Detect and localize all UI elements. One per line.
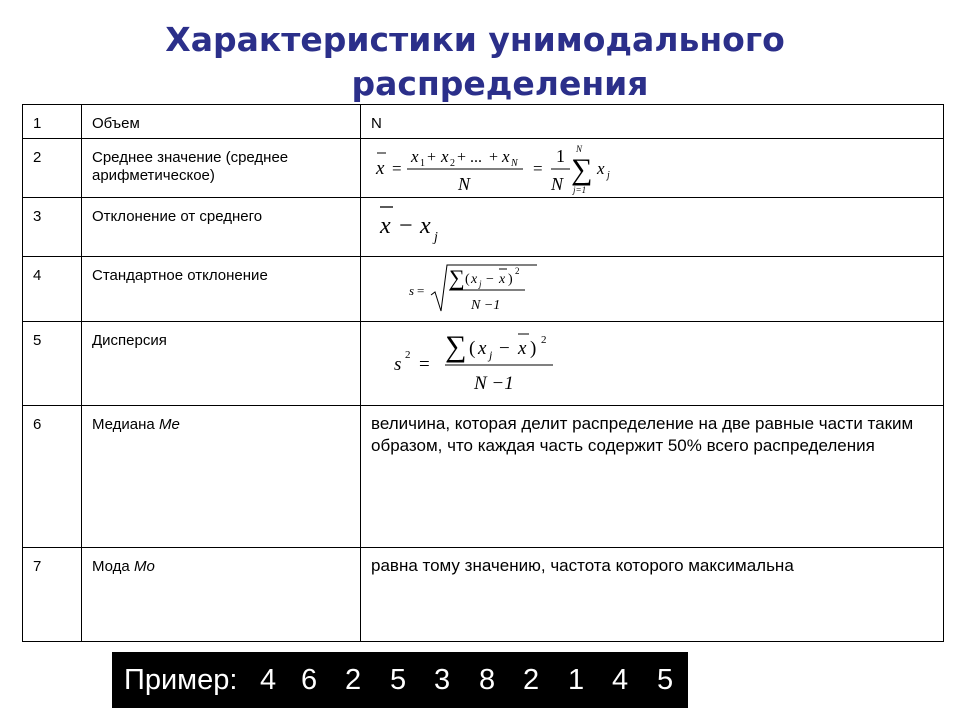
row-number: 6 — [23, 406, 82, 548]
median-symbol: Me — [158, 416, 180, 433]
formula-symbol: x — [499, 272, 506, 287]
variance-formula-cell — [361, 322, 944, 406]
formula-symbol: ∑ — [445, 330, 467, 363]
formula-symbol: s — [394, 354, 402, 375]
example-value: 3 — [434, 664, 451, 696]
row-name: Дисперсия — [82, 322, 361, 406]
slide-title — [0, 18, 960, 106]
formula-symbol: x — [597, 159, 605, 178]
formula-symbol: ) — [530, 338, 537, 359]
example-value: 1 — [568, 664, 585, 696]
row-number: 2 — [23, 139, 82, 198]
characteristics-table — [22, 104, 944, 642]
formula-symbol: ∑ — [449, 265, 465, 290]
formula-symbol: ) — [508, 272, 513, 287]
formula-symbol: x — [411, 147, 419, 166]
formula-symbol: = — [419, 354, 430, 375]
example-value: 5 — [390, 664, 407, 696]
example-value: 8 — [479, 664, 496, 696]
row-number: 3 — [23, 198, 82, 257]
formula-symbol: j — [479, 279, 482, 289]
formula-symbol: x — [441, 147, 449, 166]
row-number: 1 — [23, 105, 82, 139]
formula-symbol: ( — [469, 338, 476, 359]
formula-symbol: = — [417, 283, 425, 298]
table-row — [23, 548, 944, 642]
example-box — [112, 652, 688, 708]
row-name: Отклонение от среднего — [82, 198, 361, 257]
mean-formula — [367, 141, 667, 197]
formula-symbol: − — [486, 272, 494, 287]
formula-symbol: N — [551, 174, 564, 194]
row-name: Среднее значение (среднее арифметическое) — [82, 139, 361, 198]
mode-symbol: Mo — [133, 558, 155, 575]
formula-symbol: x — [420, 213, 431, 239]
table-row — [23, 322, 944, 406]
table-row — [23, 257, 944, 322]
formula-symbol: 2 — [450, 158, 455, 169]
formula-symbol: x — [376, 158, 385, 179]
row-name: Объем — [82, 105, 361, 139]
formula-symbol: N — [458, 174, 471, 194]
formula-symbol: j — [607, 170, 610, 181]
formula-symbol: N — [511, 158, 518, 169]
formula-symbol: − — [499, 338, 510, 359]
variance-formula — [389, 326, 629, 402]
formula-symbol: s — [409, 283, 415, 298]
row-number: 4 — [23, 257, 82, 322]
formula-symbol: + — [489, 149, 499, 166]
slide-title-line-2: распределения — [351, 64, 649, 103]
formula-symbol: x — [518, 338, 527, 359]
example-value: 4 — [612, 664, 629, 696]
formula-symbol: j=1 — [573, 185, 587, 195]
row-value: равна тому значению, частота которого максимальна — [361, 548, 944, 642]
formula-symbol: x — [478, 338, 487, 359]
deviation-formula-cell — [361, 198, 944, 257]
row-name — [82, 406, 361, 548]
example-value: 6 — [301, 664, 318, 696]
formula-symbol: 2 — [515, 266, 520, 276]
example-label: Пример: — [124, 664, 238, 696]
formula-symbol: ∑ — [571, 153, 593, 186]
row-name-text: Медиана — [92, 416, 159, 433]
formula-symbol: + — [427, 149, 437, 166]
formula-symbol: x — [502, 147, 510, 166]
table-row — [23, 105, 944, 139]
mean-formula-cell — [361, 139, 944, 198]
table-row — [23, 406, 944, 548]
slide-title-line-1: Характеристики унимодального — [165, 20, 785, 59]
std-formula — [407, 259, 627, 321]
formula-symbol: 1 — [420, 158, 425, 169]
formula-symbol: j — [434, 230, 438, 245]
row-number: 7 — [23, 548, 82, 642]
formula-symbol: + — [457, 149, 467, 166]
formula-symbol: = — [533, 159, 543, 178]
formula-symbol: 2 — [405, 349, 411, 361]
example-value: 4 — [260, 664, 277, 696]
formula-symbol: N −1 — [471, 298, 501, 313]
deviation-formula — [375, 200, 575, 256]
row-name-text: Мода — [92, 558, 134, 575]
formula-symbol: N — [576, 144, 583, 154]
std-formula-cell — [361, 257, 944, 322]
example-value: 5 — [657, 664, 674, 696]
formula-symbol: ( — [465, 272, 470, 287]
formula-symbol: ... — [470, 149, 482, 166]
formula-symbol: N −1 — [474, 373, 514, 394]
row-name — [82, 548, 361, 642]
formula-symbol: = — [392, 159, 402, 178]
example-value: 2 — [345, 664, 362, 696]
example-value: 2 — [523, 664, 540, 696]
formula-symbol: j — [489, 348, 493, 362]
row-value: N — [361, 105, 944, 139]
formula-symbol: − — [399, 213, 413, 239]
row-number: 5 — [23, 322, 82, 406]
row-value: величина, которая делит распределение на две равные части таким образом, что каждая часть содержит 50% всего распределения — [361, 406, 944, 548]
row-name: Стандартное отклонение — [82, 257, 361, 322]
formula-symbol: x — [471, 272, 478, 287]
formula-symbol: x — [380, 213, 391, 239]
formula-symbol: 2 — [541, 334, 547, 346]
table-row — [23, 139, 944, 198]
formula-symbol: 1 — [556, 146, 565, 166]
table-row — [23, 198, 944, 257]
